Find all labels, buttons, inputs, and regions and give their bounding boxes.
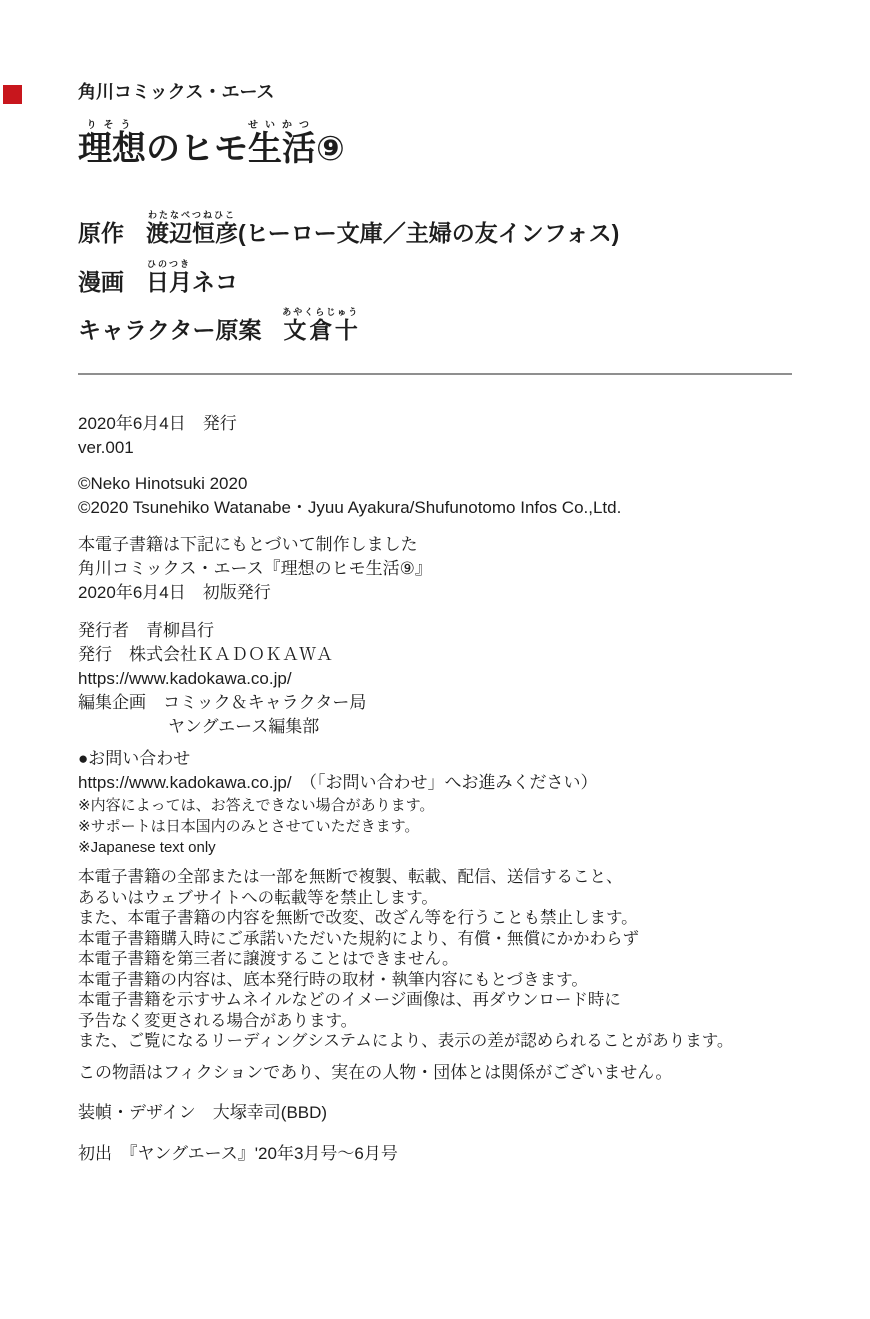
credit-name-ruby	[146, 210, 238, 247]
title-furigana-seikatsu: せいかつ	[248, 119, 316, 131]
credits-block	[78, 208, 792, 343]
credit-name-rest: ネコ	[192, 268, 238, 295]
legal-line: 本電子書籍を示すサムネイルなどのイメージ画像は、再ダウンロード時に	[78, 991, 621, 1010]
title-ruby-seikatsu	[248, 119, 316, 168]
copyright-line: ©2020 Tsunehiko Watanabe・Jyuu Ayakura/Shufunotomo Infos Co.,Ltd.	[78, 498, 622, 518]
copyright-line: ©Neko Hinotsuki 2020	[78, 474, 248, 494]
edition-block	[78, 412, 792, 460]
title-middle: のヒモ	[146, 129, 248, 168]
legal-line: また、本電子書籍の内容を無断で改変、改ざん等を行うことも禁止します。	[78, 909, 638, 928]
credit-name-base: 日月	[146, 268, 192, 295]
credit-row-original-author	[78, 208, 792, 246]
production-note-block	[78, 533, 792, 605]
publisher-person-line: 発行者 青柳昌行	[78, 621, 214, 641]
credit-row-character-design	[78, 305, 792, 343]
credit-role-label: 漫画	[78, 268, 124, 295]
credit-name-furigana: あやくらじゅう	[282, 306, 360, 317]
fiction-disclaimer: この物語はフィクションであり、実在の人物・団体とは関係がございません。	[78, 1062, 673, 1082]
credit-row-manga-artist	[78, 257, 792, 295]
credit-role-label: キャラクター原案	[78, 316, 262, 343]
credit-name-base: 渡辺恒彦	[146, 220, 238, 247]
version-line: ver.001	[78, 438, 134, 458]
legal-line: 本電子書籍を第三者に譲渡することはできません。	[78, 950, 459, 969]
red-corner-marker-icon	[3, 85, 22, 104]
publisher-block	[78, 619, 792, 739]
editing-department-line: 編集企画 コミック＆キャラクター局	[78, 693, 367, 713]
legal-line: 本電子書籍購入時にご承諾いただいた規約により、有償・無償にかかわらず	[78, 929, 639, 948]
contact-block	[78, 747, 792, 858]
first-publication-line: 初出 『ヤングエース』'20年3月号〜6月号	[78, 1143, 398, 1163]
credit-name-furigana: わたなべつねひこ	[146, 210, 238, 221]
colophon-page	[0, 82, 870, 1319]
credit-name-base: 文倉十	[282, 316, 360, 343]
copyright-block	[78, 472, 792, 520]
title-furigana-risou: りそう	[78, 119, 146, 131]
imprint-label: 角川コミックス・エース	[78, 82, 275, 102]
design-credit-line: 装幀・デザイン 大塚幸司(BBD)	[78, 1102, 328, 1122]
contact-note: ※内容によっては、お答えできない場合があります。	[78, 797, 435, 815]
legal-line: 本電子書籍の内容は、底本発行時の取材・執筆内容にもとづきます。	[78, 970, 588, 989]
legal-line: 本電子書籍の全部または一部を無断で複製、転載、配信、送信すること、	[78, 868, 623, 887]
credit-name-furigana: ひのつき	[146, 258, 192, 269]
title-base-risou: 理想	[78, 129, 146, 168]
editing-department-line: ヤングエース編集部	[168, 717, 320, 737]
credit-name-rest: (ヒーロー文庫／主婦の友インフォス)	[238, 220, 620, 247]
title-block	[78, 119, 792, 168]
production-note-line: 本電子書籍は下記にもとづいて制作しました	[78, 535, 418, 555]
credit-role-label: 原作	[78, 220, 124, 247]
legal-line: また、ご覧になるリーディングシステムにより、表示の差が認められることがあります。	[78, 1032, 734, 1051]
contact-note: ※サポートは日本国内のみとさせていただきます。	[78, 818, 420, 836]
legal-line: 予告なく変更される場合があります。	[78, 1011, 358, 1030]
credit-name-ruby	[146, 258, 192, 295]
publication-date-line: 2020年6月4日 発行	[78, 414, 237, 434]
design-credit-block	[78, 1101, 792, 1125]
title-ruby-risou	[78, 119, 146, 168]
contact-url-line: https://www.kadokawa.co.jp/ （「お問い合わせ」へお進みください）	[78, 773, 598, 793]
first-publication-block	[78, 1142, 792, 1166]
publisher-company-line: 発行 株式会社ＫＡＤＯＫＡＷＡ	[78, 645, 333, 665]
legal-notice-block	[78, 867, 792, 1052]
fiction-disclaimer-block	[78, 1061, 792, 1085]
contact-heading: ●お問い合わせ	[78, 749, 191, 769]
publisher-url: https://www.kadokawa.co.jp/	[78, 669, 292, 689]
title-volume-number: ⑨	[316, 129, 345, 168]
divider-rule	[78, 373, 792, 375]
production-note-line: 2020年6月4日 初版発行	[78, 583, 271, 603]
legal-line: あるいはウェブサイトへの転載等を禁止します。	[78, 888, 438, 907]
title-base-seikatsu: 生活	[248, 129, 316, 168]
book-title	[78, 119, 792, 168]
contact-note: ※Japanese text only	[78, 839, 216, 857]
colophon-content	[0, 82, 870, 1166]
credit-name-ruby	[282, 306, 360, 343]
production-note-line: 角川コミックス・エース『理想のヒモ生活⑨』	[78, 559, 432, 579]
